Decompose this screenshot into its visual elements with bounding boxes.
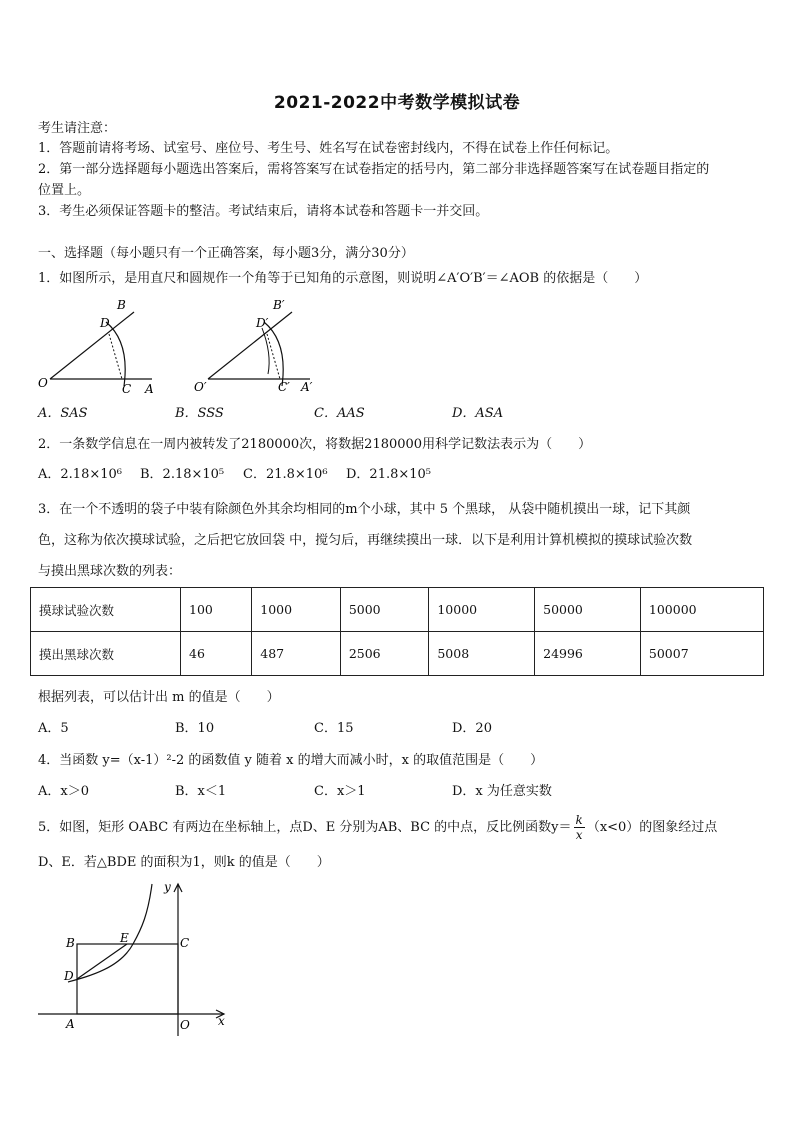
label-d: D [100,316,110,330]
fraction-denominator: x [575,828,583,842]
q5-fraction [574,813,585,842]
q1-option-a[interactable]: A．SAS [38,406,88,421]
label-e: E [120,931,129,945]
hyperbola-curve [68,884,152,982]
q3-option-a[interactable]: A．5 [38,721,69,736]
table-cell: 100000 [640,588,763,632]
q3-option-d[interactable]: D．20 [452,721,492,736]
q3-option-b[interactable]: B．10 [175,721,215,736]
table-cell: 50007 [640,632,763,676]
table-cell: 10000 [429,588,535,632]
notice-item-2-cont: 位置上。 [38,183,91,198]
q3-stem-line-3: 与摸出黑球次数的列表： [38,564,182,579]
rectangle-oabc [77,944,178,1014]
q5-figure [30,876,240,1036]
notice-heading: 考生请注意： [38,121,117,136]
label-c: C [122,382,132,396]
table-cell: 2506 [340,632,429,676]
table-cell: 50000 [535,588,641,632]
q4-option-a[interactable]: A．x＞0 [38,784,89,799]
notice-item-2: 2．第一部分选择题每小题选出答案后，需将答案写在试卷指定的括号内，第二部分非选择题答案写在试卷题目指定的 [38,162,710,177]
table-cell: 46 [181,632,252,676]
q1-stem: 1．如图所示，是用直尺和圆规作一个角等于已知角的示意图，则说明∠A′O′B′＝∠AOB 的依据是（ ） [38,271,648,286]
q4-option-c[interactable]: C．x＞1 [314,784,366,799]
table-cell: 100 [181,588,252,632]
label-a: A [66,1017,75,1031]
label-a: A [145,382,154,396]
q3-stem-line-1: 3．在一个不透明的袋子中装有除颜色外其余均相同的m个小球，其中 5 个黑球， 从袋中随机摸出一球，记下其颜 [38,502,691,517]
q4-stem: 4．当函数 y=（x-1）²-2 的函数值 y 随着 x 的增大而减小时，x 的取值范围是（ ） [38,753,544,768]
segment-de [77,944,127,979]
q2-stem: 2．一条数学信息在一周内被转发了2180000次，将数据2180000用科学记数法表示为（ ） [38,437,592,452]
label-d2: D′ [256,316,269,330]
table-cell: 5008 [429,632,535,676]
q1-figure [30,294,330,400]
q5-stem-part-1: 5．如图，矩形 OABC 有两边在坐标轴上，点D、E 分别为AB、BC 的中点，反比例函数y＝ [38,820,572,835]
label-o2: O′ [194,380,207,394]
q4-option-d[interactable]: D．x 为任意实数 [452,784,552,799]
label-y: y [164,880,171,894]
q1-figure-original [38,298,154,396]
q1-option-d[interactable]: D．ASA [452,406,504,421]
q5-stem-line-2: D、E．若△BDE 的面积为1，则k 的值是（ ） [38,855,330,870]
label-b: B [66,936,75,950]
label-c: C [180,936,190,950]
table-cell: 487 [252,632,341,676]
q5-stem-line-1 [38,811,717,845]
table-cell: 1000 [252,588,341,632]
table-row [31,632,764,676]
q3-data-table [30,587,764,676]
label-x: x [218,1014,225,1028]
q2-option-a[interactable]: A．2.18×10⁶ [38,467,122,482]
page-title: 2021-2022中考数学模拟试卷 [273,93,521,113]
table-cell: 24996 [535,632,641,676]
label-c2: C′ [278,380,290,394]
table-header-cell: 摸球试验次数 [31,588,181,632]
fraction-numerator: k [575,813,583,827]
label-a2: A′ [301,380,313,394]
q3-option-c[interactable]: C．15 [314,721,354,736]
q2-option-d[interactable]: D．21.8×10⁵ [346,467,432,482]
label-b: B [117,298,126,312]
table-row [31,588,764,632]
label-o: O [180,1018,190,1032]
q2-option-b[interactable]: B．2.18×10⁵ [140,467,225,482]
label-o: O [38,376,48,390]
table-cell: 5000 [340,588,429,632]
notice-item-1: 1．答题前请将考场、试室号、座位号、考生号、姓名写在试卷密封线内，不得在试卷上作任何标记。 [38,141,619,156]
q3-stem-line-2: 色，这称为依次摸球试验，之后把它放回袋 中，搅匀后，再继续摸出一球．以下是利用计算机模拟的摸球试验次数 [38,533,693,548]
table-header-cell: 摸出黑球次数 [31,632,181,676]
q1-option-c[interactable]: C．AAS [314,406,365,421]
notice-item-3: 3．考生必须保证答题卡的整洁。考试结束后，请将本试卷和答题卡一并交回。 [38,204,489,219]
q4-option-b[interactable]: B．x＜1 [175,784,227,799]
q2-option-c[interactable]: C．21.8×10⁶ [243,467,328,482]
q1-figure-copy [194,298,313,394]
section-heading: 一、选择题（每小题只有一个正确答案，每小题3分，满分30分） [38,246,414,261]
q5-stem-part-2: （x<0）的图象经过点 [586,820,718,835]
label-d: D [64,969,74,983]
label-b2: B′ [273,298,285,312]
q3-followup: 根据列表，可以估计出 m 的值是（ ） [38,690,280,705]
q1-option-b[interactable]: B．SSS [175,406,224,421]
